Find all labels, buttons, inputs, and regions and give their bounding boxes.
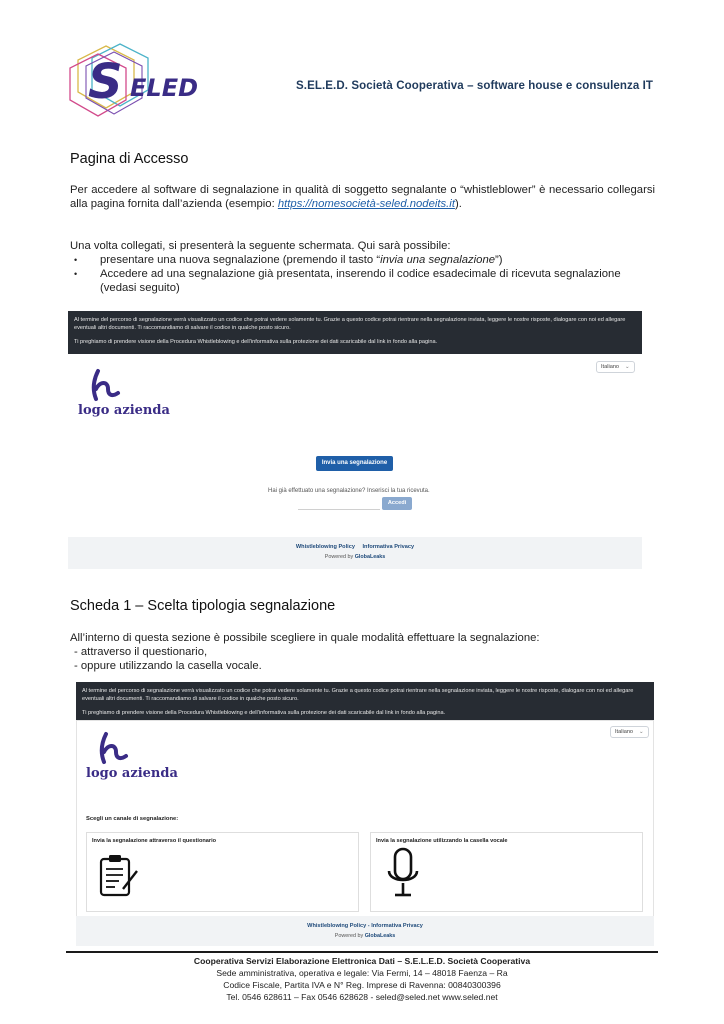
company-logo xyxy=(78,367,168,423)
dash-item-voicebox: - oppure utilizzando la casella vocale. xyxy=(74,660,262,672)
microphone-icon xyxy=(383,845,423,905)
banner-text-1: Al termine del percorso di segnalazione verrà visualizzato un codice che potrai vedere solamente tu. Grazie a questo codice potrai rientrare nella segnalazione inviata, leggere le nostre risposte, dialogare con noi ed allegare eventuali altri documenti. Ti raccomandiamo di salvare il codice in qualche posto sicuro. xyxy=(82,688,634,702)
footer-contacts: Tel. 0546 628611 – Fax 0546 628628 - seled@seled.net www.seled.net xyxy=(226,992,498,1002)
bullet1-text-b: ”) xyxy=(495,254,503,266)
voicebox-card-title: Invia la segnalazione utilizzando la casella vocale xyxy=(376,838,508,844)
section-title-access: Pagina di Accesso xyxy=(70,151,189,167)
section-title-scheda1: Scheda 1 – Scelta tipologia segnalazione xyxy=(70,598,336,614)
globaleaks-brand: GlobaLeaks xyxy=(354,554,386,560)
intro-text-b: ). xyxy=(454,198,462,210)
intro-paragraph xyxy=(70,183,655,211)
page-footer xyxy=(68,537,642,569)
example-url-link[interactable]: https://nomesocietà-seled.nodeits.it xyxy=(277,198,455,210)
powered-by xyxy=(76,933,654,939)
company-logo xyxy=(86,730,176,786)
options-paragraph: Una volta collegati, si presenterà la seguente schermata. Qui sarà possibile: xyxy=(70,240,451,252)
bullet1-text-a: presentare una nuova segnalazione (premendo il tasto “ xyxy=(100,254,381,266)
footer-links[interactable]: Whistleblowing Policy - Informativa Privacy xyxy=(307,923,423,929)
bullet-existing-report xyxy=(70,267,655,295)
company-logo-text: logo azienda xyxy=(86,766,178,781)
svg-text:ELED: ELED xyxy=(130,74,199,102)
intro-text-a: Per accedere al software di segnalazione in qualità di soggetto segnalante o “whistleblower” è necessario collegarsi alla pagina fornita dall’azienda (esempio: xyxy=(70,184,655,210)
receipt-input[interactable] xyxy=(298,497,380,510)
language-select[interactable] xyxy=(596,361,635,373)
company-logo-text: logo azienda xyxy=(78,403,170,418)
bullet1-emphasis: invia una segnalazione xyxy=(380,254,496,266)
language-value: Italiano xyxy=(615,729,634,735)
access-page-screenshot xyxy=(68,311,642,569)
footer-divider xyxy=(66,951,658,953)
bullet2-text: Accedere ad una segnalazione già presentata, inserendo il codice esadecimale di ricevuta segnalazione (vedasi seguito) xyxy=(100,268,621,294)
questionnaire-card[interactable] xyxy=(86,832,359,912)
svg-text:S: S xyxy=(88,54,123,110)
voicebox-card[interactable] xyxy=(370,832,643,912)
bullet-marker: • xyxy=(74,255,78,265)
scheda1-paragraph: All’interno di questa sezione è possibile scegliere in quale modalità effettuare la segnalazione: xyxy=(70,632,540,644)
privacy-link[interactable]: Informativa Privacy xyxy=(362,544,415,550)
login-button[interactable]: Accedi xyxy=(382,497,412,510)
globaleaks-brand: GlobaLeaks xyxy=(364,933,396,939)
questionnaire-card-title: Invia la segnalazione attraverso il questionario xyxy=(92,838,217,844)
powered-by xyxy=(68,554,642,560)
language-value: Italiano xyxy=(601,364,620,370)
channel-page-screenshot xyxy=(76,682,654,946)
footer-address: Sede amministrativa, operativa e legale: Via Fermi, 14 – 48018 Faenza – Ra xyxy=(216,968,508,978)
page-footer xyxy=(76,916,654,946)
info-banner xyxy=(76,682,654,720)
footer-tax-info: Codice Fiscale, Partita IVA e N° Reg. Imprese di Ravenna: 00840300396 xyxy=(223,980,501,990)
chevron-down-icon: ⌄ xyxy=(625,364,630,370)
whistleblowing-policy-link[interactable]: Whistleblowing Policy xyxy=(295,544,355,550)
company-logo-icon xyxy=(86,730,146,766)
banner-text-2: Ti preghiamo di prendere visione della Procedura Whistleblowing e dell'informativa sulla protezione dei dati scaricabile dal link in fondo alla pagina. xyxy=(74,339,438,345)
seled-logo xyxy=(68,42,222,120)
send-report-button[interactable]: Invia una segnalazione xyxy=(316,456,393,471)
footer-company-name: Cooperativa Servizi Elaborazione Elettronica Dati – S.E.L.E.D. Società Cooperativa xyxy=(193,956,531,966)
banner-text-2: Ti preghiamo di prendere visione della Procedura Whistleblowing e dell'informativa sulla protezione dei dati scaricabile dal link in fondo alla pagina. xyxy=(82,710,446,716)
channel-label: Scegli un canale di segnalazione: xyxy=(86,816,179,822)
company-logo-icon xyxy=(78,367,138,403)
info-banner xyxy=(68,311,642,354)
seled-logo-icon xyxy=(68,42,222,120)
banner-text-1: Al termine del percorso di segnalazione verrà visualizzato un codice che potrai vedere solamente tu. Grazie a questo codice potrai rientrare nella segnalazione inviata, leggere le nostre risposte, dialogare con noi ed allegare eventuali altri documenti. Ti raccomandiamo di salvare il codice in qualche posto sicuro. xyxy=(74,317,626,331)
dash-item-questionnaire: - attraverso il questionario, xyxy=(74,646,208,658)
powered-by-text: Powered by xyxy=(324,554,354,560)
header-tagline: S.EL.E.D. Società Cooperativa – software house e consulenza IT xyxy=(296,80,654,92)
clipboard-icon xyxy=(97,853,141,899)
bullet-new-report xyxy=(70,253,655,267)
chevron-down-icon: ⌄ xyxy=(639,729,644,735)
powered-by-text: Powered by xyxy=(334,933,364,939)
language-select[interactable] xyxy=(610,726,649,738)
receipt-prompt: Hai già effettuato una segnalazione? Inserisci la tua ricevuta. xyxy=(268,488,430,494)
bullet-marker: • xyxy=(74,269,78,279)
